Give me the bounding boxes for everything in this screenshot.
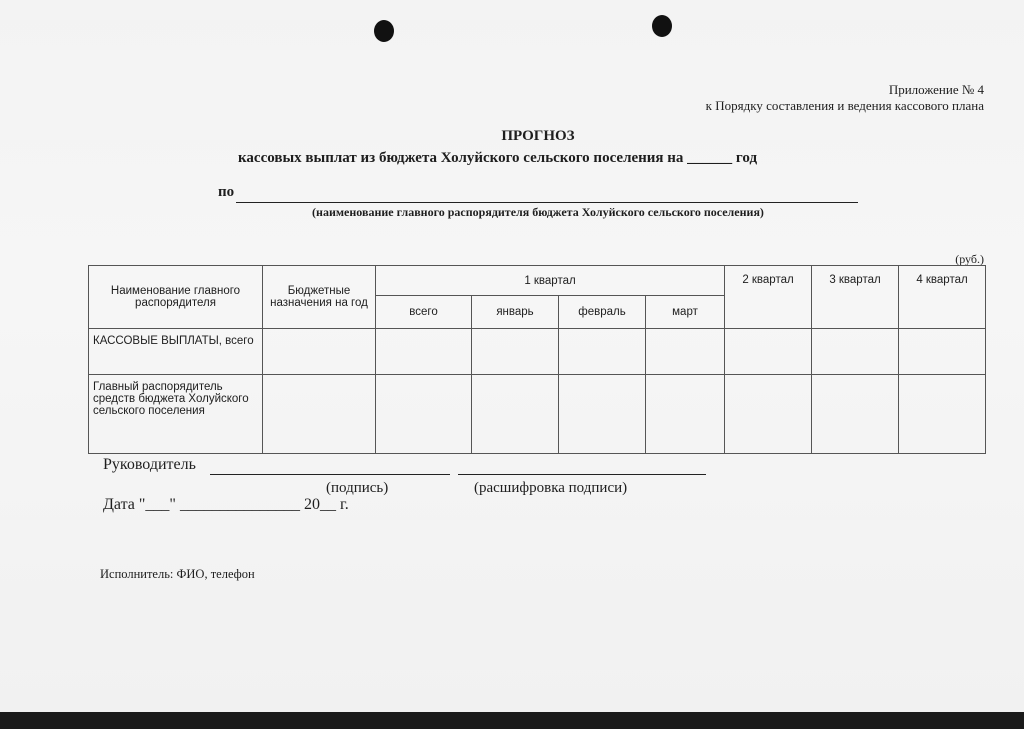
po-fill-line <box>236 202 858 203</box>
header-jan: январь <box>472 296 559 329</box>
document-subtitle: кассовых выплат из бюджета Холуйского сельского поселения на ______ год <box>238 150 758 166</box>
cell-budget[interactable] <box>263 329 376 375</box>
cell-q4[interactable] <box>899 375 986 454</box>
cell-mar[interactable] <box>646 375 725 454</box>
cell-q3[interactable] <box>812 375 899 454</box>
document-title: ПРОГНОЗ <box>501 128 575 144</box>
cell-q2[interactable] <box>725 329 812 375</box>
po-hint: (наименование главного распорядителя бюджета Холуйского сельского поселения) <box>312 205 764 219</box>
scan-bottom-edge <box>0 712 1024 729</box>
header-budget: Бюджетные назначения на год <box>263 266 376 329</box>
executor-line: Исполнитель: ФИО, телефон <box>100 567 255 581</box>
head-label: Руководитель <box>103 456 196 473</box>
signature-decode-hint: (расшифровка подписи) <box>474 480 628 496</box>
forecast-table <box>88 265 986 454</box>
cell-jan[interactable] <box>472 329 559 375</box>
po-label: по <box>218 184 235 200</box>
header-q3: 3 квартал <box>812 266 899 329</box>
cell-q2[interactable] <box>725 375 812 454</box>
table-row <box>89 375 986 454</box>
signature-line[interactable] <box>210 474 450 475</box>
header-q1: 1 квартал <box>376 266 725 296</box>
signature-hint: (подпись) <box>326 480 389 496</box>
annex-number: Приложение № 4 <box>888 82 984 97</box>
punch-hole-right <box>652 15 672 37</box>
annex-reference: к Порядку составления и ведения кассового плана <box>705 98 984 113</box>
date-line: Дата "___" _______________ 20__ г. <box>103 496 349 513</box>
header-name: Наименование главного распорядителя <box>89 266 263 329</box>
table-row <box>89 329 986 375</box>
cell-q1-total[interactable] <box>376 329 472 375</box>
cell-feb[interactable] <box>559 329 646 375</box>
header-q1-total: всего <box>376 296 472 329</box>
header-q2: 2 квартал <box>725 266 812 329</box>
row-label: Главный распорядитель средств бюджета Холуйского сельского поселения <box>89 375 263 454</box>
currency-unit: (руб.) <box>955 252 984 266</box>
cell-budget[interactable] <box>263 375 376 454</box>
cell-q1-total[interactable] <box>376 375 472 454</box>
cell-jan[interactable] <box>472 375 559 454</box>
header-q4: 4 квартал <box>899 266 986 329</box>
cell-mar[interactable] <box>646 329 725 375</box>
cell-q3[interactable] <box>812 329 899 375</box>
punch-hole-left <box>374 20 394 42</box>
row-label: КАССОВЫЕ ВЫПЛАТЫ, всего <box>89 329 263 375</box>
cell-feb[interactable] <box>559 375 646 454</box>
header-feb: февраль <box>559 296 646 329</box>
signature-decode-line[interactable] <box>458 474 706 475</box>
header-mar: март <box>646 296 725 329</box>
cell-q4[interactable] <box>899 329 986 375</box>
